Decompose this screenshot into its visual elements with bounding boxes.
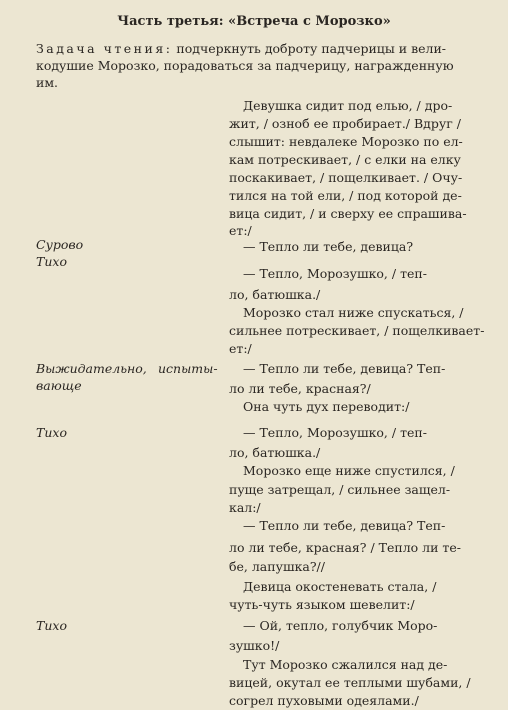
text-line: — Тепло, Морозушко, / теп-	[243, 266, 427, 281]
task-line-3: им.	[36, 75, 59, 90]
text-line: Она чуть дух переводит:/	[243, 399, 410, 414]
text-line: согрел пуховыми одеялами./	[229, 693, 419, 708]
note-vayusche: вающе	[36, 378, 82, 393]
text-line: бе, лапушка?//	[229, 559, 325, 574]
text-line: вицей, окутал ее теплыми шубами, /	[229, 675, 471, 690]
note-tiho-3: Тихо	[36, 618, 67, 633]
note-tiho-1: Тихо	[36, 254, 67, 269]
note-surovo: Сурово	[36, 237, 84, 252]
text-line: — Тепло ли тебе, девица? Теп-	[243, 361, 446, 376]
text-line: тился на той ели, / под которой де-	[229, 188, 462, 203]
note-vyzhidatelno: Выжидательно,	[36, 361, 147, 376]
text-line: Девица окостеневать стала, /	[243, 579, 437, 594]
task-line-2: кодушие Морозко, порадоваться за падчерицу, награжденную	[36, 58, 454, 73]
text-line: кал:/	[229, 500, 261, 515]
text-line: кам потрескивает, / с елки на елку	[229, 152, 461, 167]
text-line: зушко!/	[229, 638, 280, 653]
text-line: сильнее потрескивает, / пощелкивает-	[229, 323, 485, 338]
text-line: поскакивает, / пощелкивает. / Очу-	[229, 170, 463, 185]
text-line: Девушка сидит под елью, / дро-	[243, 98, 453, 113]
text-line: — Тепло ли тебе, девица? Теп-	[243, 518, 446, 533]
text-line: вица сидит, / и сверху ее спрашива-	[229, 206, 467, 221]
text-line: Морозко стал ниже спускаться, /	[243, 305, 464, 320]
text-line: ет:/	[229, 223, 252, 238]
text-line: чуть-чуть языком шевелит:/	[229, 597, 415, 612]
section-title: Часть третья: «Встреча с Морозко»	[117, 14, 391, 29]
text-line: — Тепло ли тебе, девица?	[243, 239, 414, 254]
text-line: ло, батюшка./	[229, 445, 321, 460]
text-line: ло ли тебе, красная? / Тепло ли те-	[229, 540, 461, 555]
text-line: — Тепло, Морозушко, / теп-	[243, 425, 427, 440]
text-line: Тут Морозко сжалился над де-	[243, 657, 448, 672]
task-line-1-text: подчеркнуть доброту падчерицы и вели-	[176, 41, 447, 56]
task-keyword: Задача чтения:	[36, 41, 173, 56]
text-line: ет:/	[229, 341, 252, 356]
task-line-1	[36, 40, 484, 57]
note-tiho-2: Тихо	[36, 425, 67, 440]
text-line: — Ой, тепло, голубчик Моро-	[243, 618, 438, 633]
text-line: ло, батюшка./	[229, 287, 321, 302]
text-line: Морозко еще ниже спустился, /	[243, 463, 455, 478]
text-line: жит, / озноб ее пробирает./ Вдруг /	[229, 116, 461, 131]
text-line: слышит: невдалеке Морозко по ел-	[229, 134, 463, 149]
text-line: пуще затрещал, / сильнее защел-	[229, 482, 451, 497]
note-ispyty: испыты-	[158, 361, 218, 376]
text-line: ло ли тебе, красная?/	[229, 381, 371, 396]
reading-task	[36, 40, 484, 91]
